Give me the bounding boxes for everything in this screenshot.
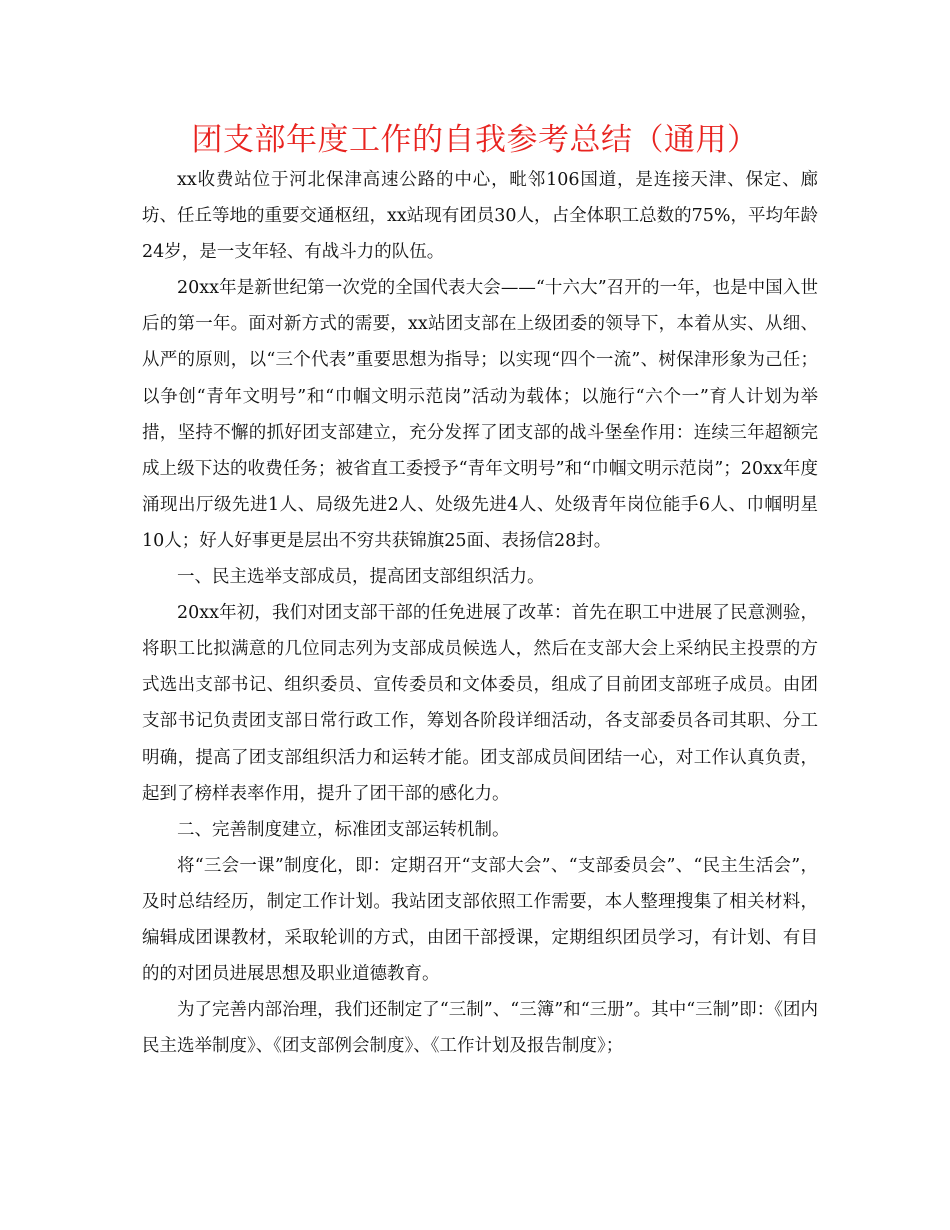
paragraph-year-overview: 20xx年是新世纪第一次党的全国代表大会——“十六大”召开的一年，也是中国入世后的第一年。面对新方式的需要，xx站团支部在上级团委的领导下，本着从实、从细、从严的原则，以“三个代表”重要思想为指导；以实现“四个一流”、树保津形象为己任；以争创“青年文明号”和“巾帼文明示范岗”活动为载体；以施行“六个一”育人计划为举措，坚持不懈的抓好团支部建立，充分发挥了团支部的战斗堡垒作用：连续三年超额完成上级下达的收费任务；被省直工委授予“青年文明号”和“巾帼文明示范岗”；20xx年度涌现出厅级先进1人、局级先进2人、处级先进4人、处级青年岗位能手6人、巾帼明星10人；好人好事更是层出不穷共获锦旗25面、表扬信28封。 — [142, 278, 818, 551]
paragraph-election-reform: 20xx年初，我们对团支部干部的任免进展了改革：首先在职工中进展了民意测验，将职工比拟满意的几位同志列为支部成员候选人，然后在支部大会上采纳民主投票的方式选出支部书记、组织委员、宣传委员和文体委员，组成了目前团支部班子成员。由团支部书记负责团支部日常行政工作，筹划各阶段详细活动，各支部委员各司其职、分工明确，提高了团支部组织活力和运转才能。团支部成员间团结一心，对工作认真负责，起到了榜样表率作用，提升了团干部的感化力。 — [142, 603, 818, 804]
paragraph-station-intro: xx收费站位于河北保津高速公路的中心，毗邻106国道，是连接天津、保定、廊坊、任丘等地的重要交通枢纽，xx站现有团员30人，占全体职工总数的75%，平均年龄24岁，是一支年轻、有战斗力的队伍。 — [142, 170, 818, 263]
document-body — [142, 162, 818, 1064]
document-title: 团支部年度工作的自我参考总结（通用） — [191, 122, 759, 158]
section-heading-two: 二、完善制度建立，标准团支部运转机制。 — [177, 819, 510, 840]
paragraph-internal-management: 为了完善内部治理，我们还制定了“三制”、“三簿”和“三册”。其中“三制”即：《团内民主选举制度》、《团支部例会制度》、《工作计划及报告制度》； — [142, 1000, 818, 1057]
paragraph-meeting-system: 将“三会一课”制度化，即：定期召开“支部大会”、“支部委员会”、“民主生活会”，及时总结经历，制定工作计划。我站团支部依照工作需要，本人整理搜集了相关材料，编辑成团课教材，采取轮训的方式，由团干部授课，定期组织团员学习，有计划、有目的的对团员进展思想及职业道德教育。 — [142, 855, 818, 985]
section-heading-one: 一、民主选举支部成员，提高团支部组织活力。 — [177, 567, 545, 588]
